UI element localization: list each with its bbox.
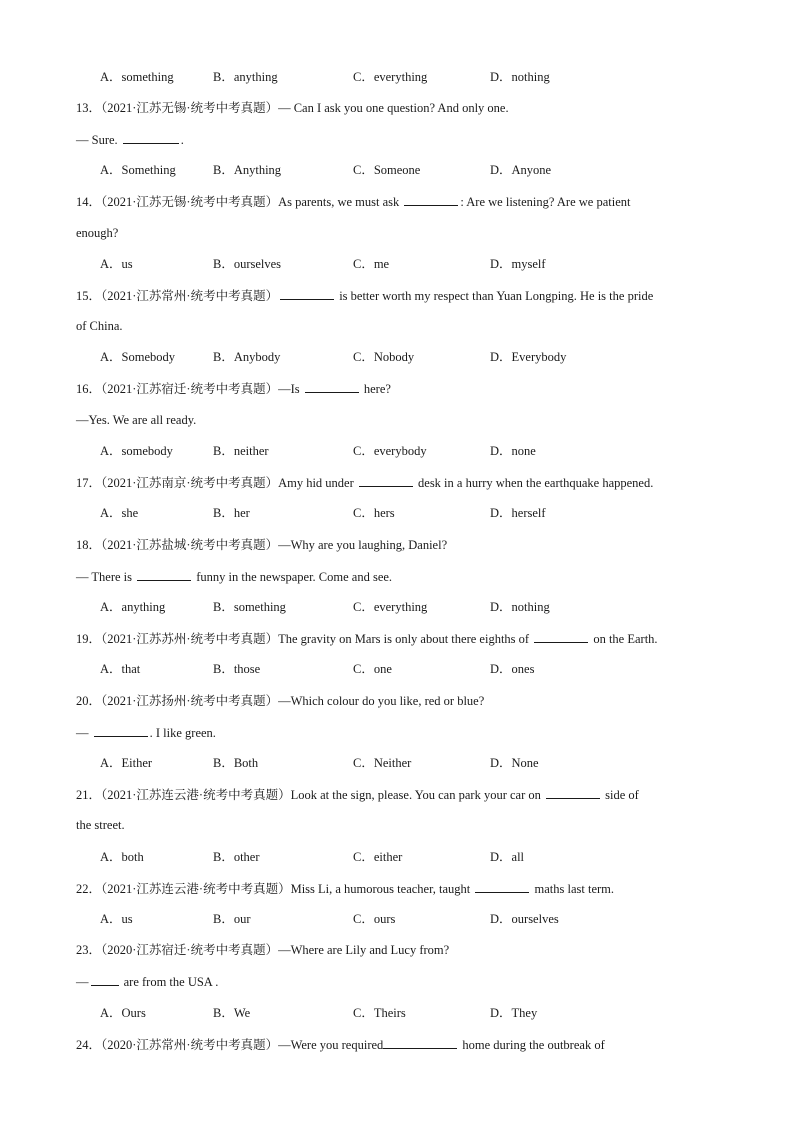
option-a[interactable]: A．Somebody: [100, 350, 176, 364]
answer-blank[interactable]: [280, 287, 334, 300]
question-16-reply: —Yes. We are all ready.: [76, 413, 197, 427]
option-a[interactable]: A．something: [100, 70, 174, 84]
option-c[interactable]: C．me: [353, 257, 390, 271]
option-c[interactable]: C．ours: [353, 912, 396, 926]
option-a[interactable]: A．that: [100, 662, 141, 676]
question-17-stem: 17．（2021·江苏南京·统考中考真题）Amy hid under desk in a hurry when the earthquake happened.: [76, 476, 654, 490]
option-a[interactable]: A．anything: [100, 600, 166, 614]
option-d[interactable]: D．ones: [490, 662, 535, 676]
option-b[interactable]: B．other: [213, 850, 260, 864]
question-23-stem: 23．（2020·江苏宿迁·统考中考真题）—Where are Lily and Lucy from?: [76, 943, 450, 957]
option-a[interactable]: A．both: [100, 850, 144, 864]
option-c[interactable]: C．Nobody: [353, 350, 415, 364]
option-b[interactable]: B．her: [213, 506, 250, 520]
option-c[interactable]: C．Neither: [353, 756, 412, 770]
answer-blank[interactable]: [94, 724, 148, 737]
option-a[interactable]: A．Something: [100, 163, 176, 177]
option-c[interactable]: C．either: [353, 850, 403, 864]
question-23-reply: — are from the USA .: [76, 975, 219, 989]
question-15-stem: 15．（2021·江苏常州·统考中考真题） is better worth my respect than Yuan Longping. He is the pride: [76, 289, 654, 303]
question-13-stem: 13．（2021·江苏无锡·统考中考真题）— Can I ask you one question? And only one.: [76, 101, 509, 115]
answer-blank[interactable]: [383, 1036, 457, 1049]
option-c[interactable]: C．everybody: [353, 444, 427, 458]
option-d[interactable]: D．all: [490, 850, 525, 864]
answer-blank[interactable]: [137, 568, 191, 581]
question-20-stem: 20．（2021·江苏扬州·统考中考真题）—Which colour do you like, red or blue?: [76, 694, 485, 708]
answer-blank[interactable]: [534, 630, 588, 643]
answer-blank[interactable]: [123, 131, 179, 144]
option-b[interactable]: B．our: [213, 912, 251, 926]
question-14-stem: 14．（2021·江苏无锡·统考中考真题）As parents, we must ask : Are we listening? Are we patient: [76, 195, 631, 209]
option-b[interactable]: B．anything: [213, 70, 278, 84]
option-c[interactable]: C．Someone: [353, 163, 421, 177]
question-14-stem-cont: enough?: [76, 226, 119, 240]
option-b[interactable]: B．Anybody: [213, 350, 281, 364]
option-a[interactable]: A．she: [100, 506, 139, 520]
answer-blank[interactable]: [546, 786, 600, 799]
question-19-stem: 19．（2021·江苏苏州·统考中考真题）The gravity on Mars is only about there eighths of on the Earth.: [76, 632, 658, 646]
option-d[interactable]: D．nothing: [490, 70, 550, 84]
option-d[interactable]: D．myself: [490, 257, 546, 271]
question-24-stem: 24．（2020·江苏常州·统考中考真题）—Were you required home during the outbreak of: [76, 1038, 605, 1052]
option-b[interactable]: B．ourselves: [213, 257, 282, 271]
option-a[interactable]: A．Ours: [100, 1006, 146, 1020]
option-a[interactable]: A．Either: [100, 756, 153, 770]
option-d[interactable]: D．ourselves: [490, 912, 559, 926]
option-b[interactable]: B．Both: [213, 756, 259, 770]
answer-blank[interactable]: [475, 880, 529, 893]
option-d[interactable]: D．nothing: [490, 600, 550, 614]
option-c[interactable]: C．everything: [353, 600, 428, 614]
option-d[interactable]: D．Everybody: [490, 350, 567, 364]
option-b[interactable]: B．those: [213, 662, 261, 676]
question-21-stem-cont: the street.: [76, 818, 125, 832]
option-d[interactable]: D．None: [490, 756, 539, 770]
option-a[interactable]: A．us: [100, 257, 133, 271]
question-20-reply: — . I like green.: [76, 726, 216, 740]
option-d[interactable]: D．herself: [490, 506, 546, 520]
question-13-reply: — Sure. .: [76, 133, 184, 147]
question-15-stem-cont: of China.: [76, 319, 123, 333]
option-c[interactable]: C．everything: [353, 70, 428, 84]
question-16-stem: 16．（2021·江苏宿迁·统考中考真题）—Is here?: [76, 382, 391, 396]
answer-blank[interactable]: [404, 193, 458, 206]
option-c[interactable]: C．one: [353, 662, 392, 676]
question-18-reply: — There is funny in the newspaper. Come and see.: [76, 570, 393, 584]
question-22-stem: 22．（2021·江苏连云港·统考中考真题）Miss Li, a humorous teacher, taught maths last term.: [76, 882, 614, 896]
option-b[interactable]: B．something: [213, 600, 286, 614]
option-b[interactable]: B．neither: [213, 444, 269, 458]
option-a[interactable]: A．somebody: [100, 444, 173, 458]
answer-blank[interactable]: [91, 973, 119, 986]
question-18-stem: 18．（2021·江苏盐城·统考中考真题）—Why are you laughing, Daniel?: [76, 538, 448, 552]
option-d[interactable]: D．They: [490, 1006, 538, 1020]
answer-blank[interactable]: [305, 380, 359, 393]
option-d[interactable]: D．none: [490, 444, 536, 458]
option-b[interactable]: B．Anything: [213, 163, 282, 177]
option-b[interactable]: B．We: [213, 1006, 251, 1020]
option-a[interactable]: A．us: [100, 912, 133, 926]
question-21-stem: 21．（2021·江苏连云港·统考中考真题）Look at the sign, please. You can park your car on side of: [76, 788, 639, 802]
option-c[interactable]: C．Theirs: [353, 1006, 406, 1020]
option-d[interactable]: D．Anyone: [490, 163, 552, 177]
option-c[interactable]: C．hers: [353, 506, 395, 520]
answer-blank[interactable]: [359, 474, 413, 487]
